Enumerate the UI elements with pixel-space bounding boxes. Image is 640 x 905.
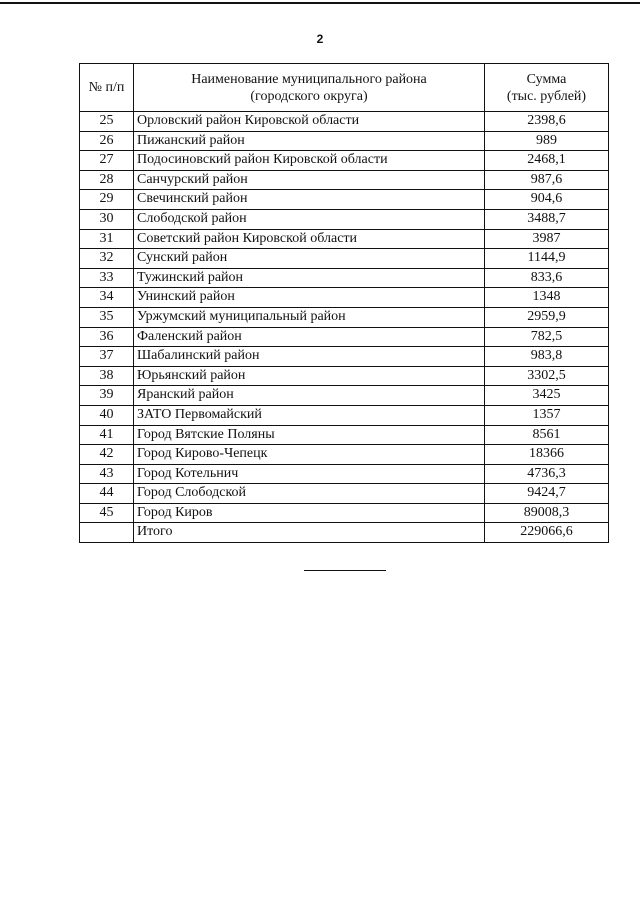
table-row	[80, 190, 609, 210]
cell-name: Сунский район	[134, 249, 485, 269]
cell-num: 38	[80, 366, 134, 386]
cell-name: Пижанский район	[134, 131, 485, 151]
cell-name: Тужинский район	[134, 268, 485, 288]
allocation-table	[79, 63, 609, 543]
cell-name: ЗАТО Первомайский	[134, 405, 485, 425]
cell-sum: 9424,7	[485, 484, 609, 504]
cell-sum: 904,6	[485, 190, 609, 210]
header-name	[134, 64, 485, 112]
cell-num: 33	[80, 268, 134, 288]
cell-sum: 8561	[485, 425, 609, 445]
table-row	[80, 484, 609, 504]
table-row	[80, 288, 609, 308]
cell-num: 37	[80, 347, 134, 367]
table-row	[80, 170, 609, 190]
cell-name: Яранский район	[134, 386, 485, 406]
table-row	[80, 307, 609, 327]
cell-sum: 987,6	[485, 170, 609, 190]
header-num: № п/п	[80, 64, 134, 112]
cell-name: Город Котельнич	[134, 464, 485, 484]
cell-name: Уржумский муниципальный район	[134, 307, 485, 327]
cell-sum: 1144,9	[485, 249, 609, 269]
cell-name: Город Слободской	[134, 484, 485, 504]
cell-num: 32	[80, 249, 134, 269]
cell-name: Санчурский район	[134, 170, 485, 190]
header-sum-line2: (тыс. рублей)	[506, 88, 587, 104]
table-row	[80, 386, 609, 406]
cell-sum: 983,8	[485, 347, 609, 367]
cell-num: 34	[80, 288, 134, 308]
cell-sum: 782,5	[485, 327, 609, 347]
cell-name: Подосиновский район Кировской области	[134, 151, 485, 171]
cell-name: Город Киров	[134, 503, 485, 523]
cell-name: Юрьянский район	[134, 366, 485, 386]
cell-sum: 4736,3	[485, 464, 609, 484]
end-rule	[304, 570, 386, 571]
cell-sum: 989	[485, 131, 609, 151]
table-row	[80, 366, 609, 386]
cell-name: Город Вятские Поляны	[134, 425, 485, 445]
table-row	[80, 425, 609, 445]
header-name-line2: (городского округа)	[250, 88, 368, 104]
page-number: 2	[316, 32, 324, 46]
table-row	[80, 327, 609, 347]
table-row	[80, 229, 609, 249]
cell-name: Слободской район	[134, 209, 485, 229]
table-row	[80, 131, 609, 151]
cell-num: 45	[80, 503, 134, 523]
cell-num: 40	[80, 405, 134, 425]
cell-name: Унинский район	[134, 288, 485, 308]
table-row	[80, 464, 609, 484]
cell-num: 26	[80, 131, 134, 151]
cell-name: Советский район Кировской области	[134, 229, 485, 249]
table-row	[80, 503, 609, 523]
cell-sum: 3488,7	[485, 209, 609, 229]
table-row	[80, 347, 609, 367]
table-row	[80, 112, 609, 132]
cell-sum: 2959,9	[485, 307, 609, 327]
table-row	[80, 249, 609, 269]
header-sum-line1: Сумма	[526, 71, 567, 87]
cell-sum: 89008,3	[485, 503, 609, 523]
cell-sum: 2398,6	[485, 112, 609, 132]
cell-sum: 833,6	[485, 268, 609, 288]
cell-name: Фаленский район	[134, 327, 485, 347]
cell-num: 30	[80, 209, 134, 229]
cell-num: 35	[80, 307, 134, 327]
header-name-line1: Наименование муниципального района	[191, 71, 427, 87]
total-row	[80, 523, 609, 543]
cell-sum: 1357	[485, 405, 609, 425]
cell-sum: 2468,1	[485, 151, 609, 171]
table-row	[80, 209, 609, 229]
cell-name: Свечинский район	[134, 190, 485, 210]
table-row	[80, 268, 609, 288]
table-row	[80, 151, 609, 171]
table-body	[80, 112, 609, 543]
cell-num: 25	[80, 112, 134, 132]
total-cell-name: Итого	[134, 523, 485, 543]
cell-sum: 3425	[485, 386, 609, 406]
header-sum	[485, 64, 609, 112]
total-cell-num	[80, 523, 134, 543]
cell-name: Орловский район Кировской области	[134, 112, 485, 132]
cell-num: 41	[80, 425, 134, 445]
cell-num: 28	[80, 170, 134, 190]
cell-num: 44	[80, 484, 134, 504]
cell-sum: 3987	[485, 229, 609, 249]
cell-num: 42	[80, 445, 134, 465]
cell-num: 36	[80, 327, 134, 347]
cell-name: Шабалинский район	[134, 347, 485, 367]
cell-name: Город Кирово-Чепецк	[134, 445, 485, 465]
table-row	[80, 445, 609, 465]
top-rule	[0, 2, 640, 4]
total-cell-sum: 229066,6	[485, 523, 609, 543]
cell-num: 39	[80, 386, 134, 406]
cell-num: 31	[80, 229, 134, 249]
cell-num: 43	[80, 464, 134, 484]
cell-sum: 1348	[485, 288, 609, 308]
cell-sum: 3302,5	[485, 366, 609, 386]
cell-sum: 18366	[485, 445, 609, 465]
cell-num: 29	[80, 190, 134, 210]
table-row	[80, 405, 609, 425]
cell-num: 27	[80, 151, 134, 171]
table-header-row	[80, 64, 609, 112]
